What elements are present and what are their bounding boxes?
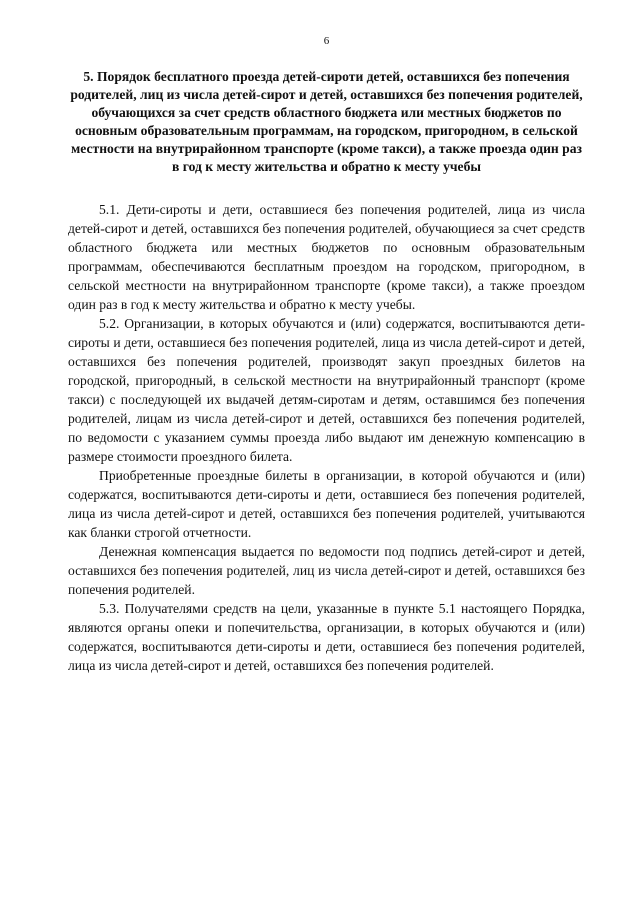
paragraph-tickets: Приобретенные проездные билеты в организации, в которой обучаются и (или) содержатся, воспитываются дети-сироты и дети, оставшиеся без попечения родителей, лица из числа детей-сирот и детей, оставшихся без попечения родителей, учитываются как бланки строгой отчетности. xyxy=(68,468,585,540)
paragraph-5-3: 5.3. Получателями средств на цели, указанные в пункте 5.1 настоящего Порядка, являются органы опеки и попечительства, организации, в которых обучаются и (или) содержатся, воспитываются дети-сироты и дети, оставшиеся без попечения родителей, лица из числа детей-сирот и детей, оставшихся без попечения родителей. xyxy=(68,601,585,673)
paragraph-5-2: 5.2. Организации, в которых обучаются и (или) содержатся, воспитываются дети-сироты и дети, оставшиеся без попечения родителей, лица из числа детей-сирот и детей, оставшихся без попечения родителей, производят закуп проездных билетов на городской, пригородный, в сельской местности на внутрирайонный транспорт (кроме такси) с последующей их выдачей детям-сиротам и детям, оставшимся без попечения родителей, лицам из числа детей-сирот и детей, оставшихся без попечения родителей, по ведомости с указанием суммы проезда либо выдают им денежную компенсацию в размере стоимости проездного билета. xyxy=(68,316,585,464)
section-body xyxy=(68,200,585,675)
paragraph-5-1: 5.1. Дети-сироты и дети, оставшиеся без попечения родителей, лица из числа детей-сирот и детей, оставшихся без попечения родителей, обучающиеся за счет средств областного бюджета или местных бюджетов по основным образовательным программам, обеспечиваются бесплатным проездом на городском, пригородном, в сельской местности на внутрирайонном транспорте (кроме такси), а также проездом один раз в год к месту жительства и обратно к месту учебы. xyxy=(68,202,585,312)
page-number: 6 xyxy=(323,35,330,47)
section-heading: 5. Порядок бесплатного проезда детей-сироти детей, оставшихся без попечения родителей, лиц из числа детей-сирот и детей, оставшихся без попечения родителей, обучающихся за счет средств областного бюджета или местных бюджетов по основным образовательным программам, на городском, пригородном, в сельской местности на внутрирайонном транспорте (кроме такси), а также проезда один раз в год к месту жительства и обратно к месту учебы xyxy=(70,69,583,174)
paragraph-compensation: Денежная компенсация выдается по ведомости под подпись детей-сирот и детей, оставшихся без попечения родителей, лиц из числа детей-сирот и детей, оставшихся без попечения родителей. xyxy=(68,544,585,597)
